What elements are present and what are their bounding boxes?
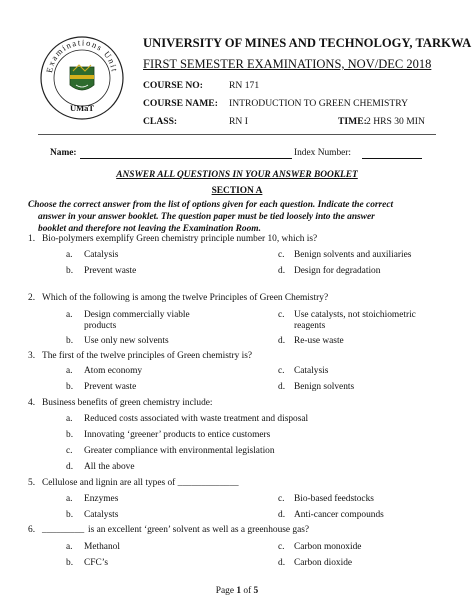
question-6-text: is an excellent ‘green’ solvent as well as a greenhouse gas? [88,525,310,535]
question-number: 4. [28,398,36,408]
course-no-label: COURSE NO: [143,80,203,91]
option-letter: b. [66,266,74,276]
class-value: RN I [229,116,248,127]
question-3-text: The first of the twelve principles of Green chemistry is? [42,351,253,361]
option-letter: c. [278,250,285,260]
q2-option-c-line2: reagents [294,321,326,331]
index-number-field[interactable] [362,158,422,159]
option-letter: d. [278,336,286,346]
q4-option-c: Greater compliance with environmental legislation [84,446,275,456]
option-letter: d. [278,558,286,568]
option-letter: b. [66,558,74,568]
q3-option-b: Prevent waste [84,382,137,392]
q6-option-d: Carbon dioxide [294,558,353,568]
q4-option-d: All the above [84,462,135,472]
question-number: 1. [28,234,36,244]
q3-option-c: Catalysis [294,366,329,376]
course-no-value: RN 171 [229,80,260,91]
question-1-text: Bio-polymers exemplify Green chemistry principle number 10, which is? [42,234,318,244]
option-letter: a. [66,250,73,260]
option-letter: d. [66,462,74,472]
question-number: 5. [28,478,36,488]
q3-option-d: Benign solvents [294,382,355,392]
option-letter: c. [278,494,285,504]
option-letter: d. [278,382,286,392]
course-name-label: COURSE NAME: [143,98,218,109]
q5-option-a: Enzymes [84,494,119,504]
q6-option-b: CFC’s [84,558,108,568]
q1-option-b: Prevent waste [84,266,137,276]
option-letter: c. [66,446,73,456]
q1-option-d: Design for degradation [294,266,381,276]
time-label: TIME: [338,116,367,127]
q3-option-a: Atom economy [84,366,143,376]
q5-option-d: Anti-cancer compounds [294,510,384,520]
name-field[interactable] [80,158,292,159]
option-letter: b. [66,336,74,346]
page-word: Page [215,586,234,596]
page-footer [0,586,474,596]
option-letter: c. [278,542,285,552]
q5-option-c: Bio-based feedstocks [294,494,374,504]
question-number: 6. [28,525,36,535]
option-letter: b. [66,430,74,440]
option-letter: a. [66,414,73,424]
q6-option-a: Methanol [84,542,120,552]
page-total: 5 [253,586,259,596]
instructions-line-2: answer in your answer booklet. The question paper must be tied loosely into the answer [38,212,375,222]
umat-examinations-seal [39,35,125,121]
option-letter: a. [66,310,73,320]
page-number: 1 [236,586,242,596]
answer-all-heading: ANSWER ALL QUESTIONS IN YOUR ANSWER BOOKLET [116,170,358,180]
question-number: 2. [28,293,36,303]
header-divider [38,134,436,135]
question-6-blank: _________ [42,525,85,535]
q5-option-b: Catalysts [84,510,119,520]
seal-bottom-text: UMaT [69,103,95,113]
question-2-text: Which of the following is among the twelve Principles of Green Chemistry? [42,293,329,303]
instructions-line-1: Choose the correct answer from the list of options given for each question. Indicate the correct [28,200,394,210]
q4-option-b: Innovating ‘greener’ products to entice customers [84,430,271,440]
q2-option-d: Re-use waste [294,336,344,346]
question-5-text: Cellulose and lignin are all types of _____________ [42,478,239,488]
q4-option-a: Reduced costs associated with waste treatment and disposal [84,414,309,424]
option-letter: a. [66,494,73,504]
question-number: 3. [28,351,36,361]
q2-option-c-line1: Use catalysts, not stoichiometric [294,310,416,320]
instructions-line-3: booklet and therefore not leaving the Examination Room. [38,224,261,234]
option-letter: d. [278,510,286,520]
option-letter: a. [66,542,73,552]
course-name-value: INTRODUCTION TO GREEN CHEMISTRY [229,98,408,109]
q2-option-a-line1: Design commercially viable [84,310,190,320]
option-letter: a. [66,366,73,376]
class-label: CLASS: [143,116,178,127]
q1-option-c: Benign solvents and auxiliaries [294,250,412,260]
q2-option-a-line2: products [84,321,117,331]
university-name: UNIVERSITY OF MINES AND TECHNOLOGY, TARKWA [143,36,472,50]
option-letter: c. [278,366,285,376]
time-value: 2 HRS 30 MIN [366,116,425,127]
section-heading: SECTION A [211,186,263,196]
seal-ring-text: Examinations Unit [44,37,120,74]
name-label: Name: [50,148,77,158]
q6-option-c: Carbon monoxide [294,542,362,552]
option-letter: b. [66,510,74,520]
option-letter: b. [66,382,74,392]
option-letter: c. [278,310,285,320]
index-number-label: Index Number: [294,148,352,158]
option-letter: d. [278,266,286,276]
exam-title: FIRST SEMESTER EXAMINATIONS, NOV/DEC 2018 [143,57,432,71]
of-word: of [243,586,252,596]
q2-option-b: Use only new solvents [84,336,169,346]
q1-option-a: Catalysis [84,250,119,260]
question-4-text: Business benefits of green chemistry include: [42,398,213,408]
